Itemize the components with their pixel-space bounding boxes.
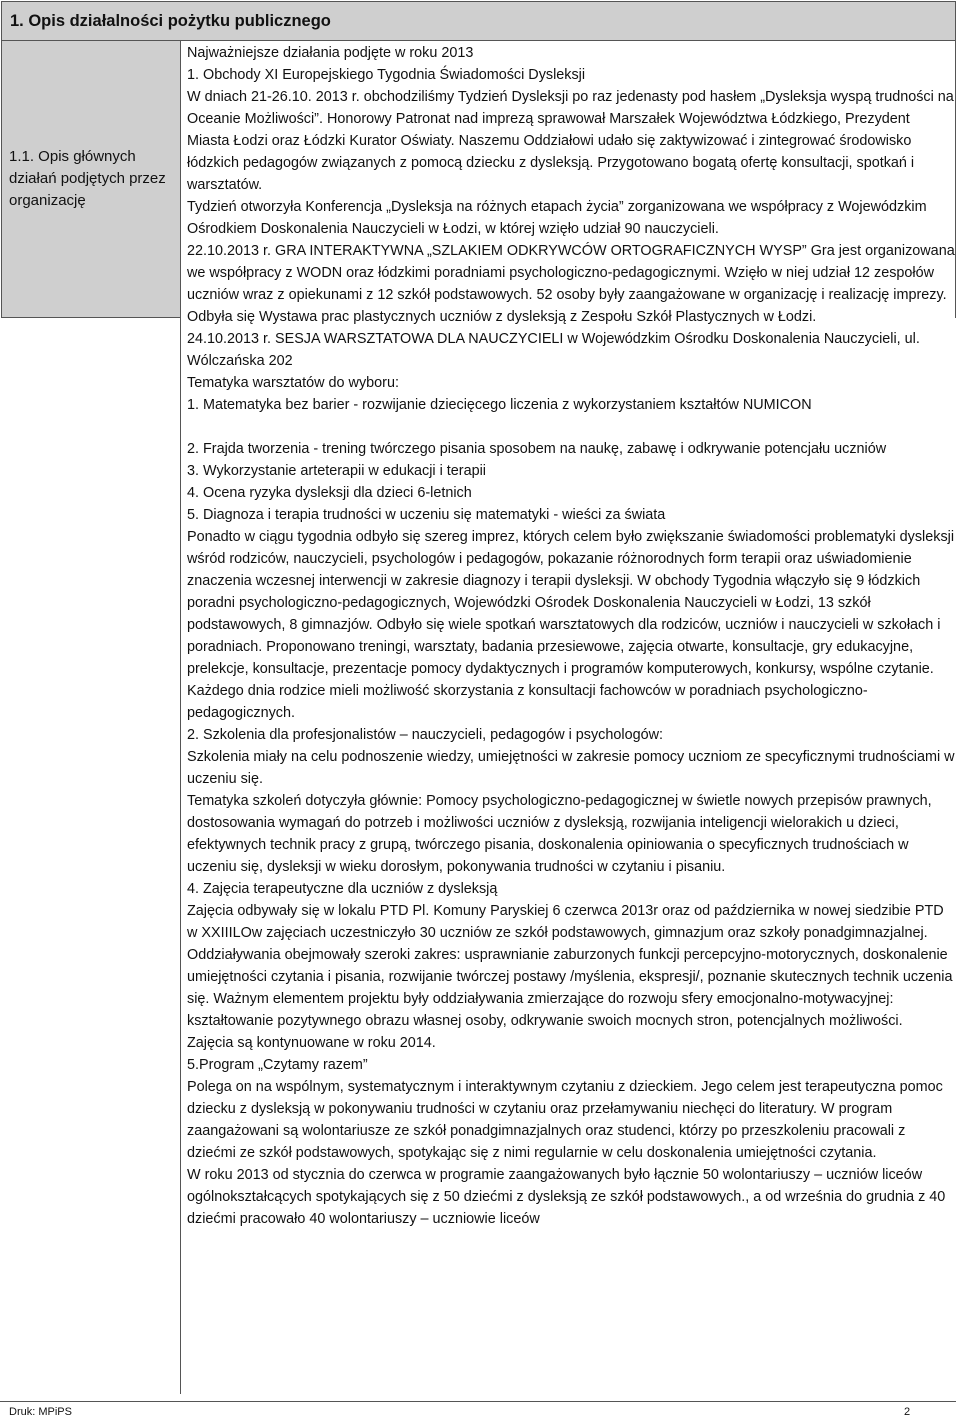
page-number: 2 bbox=[904, 1406, 911, 1418]
paragraph: Zajęcia odbywały się w lokalu PTD Pl. Komuny Paryskiej 6 czerwca 2013r oraz od października w nowej siedzibie PTD w XXIIILOw zajęciach uczestniczyło 30 uczniów ze szkół podstawowych, gimnazjum oraz szkoły ponadgimnazjalnej. Oddziaływania obejmowały szeroki zakres: usprawnianie zaburzonych funkcji percepcyjno-motorycznych, doskonalenie umiejętności czytania i pisania, rozwijanie twórczej postawy /myślenia, ekspresji/, poznanie skutecznych technik uczenia się. Ważnym elementem projektu były oddziaływania zmierzające do rozwoju sfery emocjonalno-motywacyjnej: kształtowanie pozytywnego obrazu własnej osoby, odkrywanie swoich mocnych stron, potencjalnych możliwości. bbox=[187, 903, 953, 1029]
paragraph: 22.10.2013 r. GRA INTERAKTYWNA „SZLAKIEM ODKRYWCÓW ORTOGRAFICZNYCH WYSP” Gra jest organizowana we współpracy z WODN oraz łódzkimi poradniami psychologiczno-pedagogicznymi. Wzięło w niej udział 12 zespołów uczniów wraz z opiekunami z 12 szkół podstawowych. 52 osoby były zaangażowane w organizację i realizację imprezy. bbox=[187, 243, 955, 303]
footer-print-label: Druk: MPiPS bbox=[9, 1406, 72, 1418]
paragraph: 5.Program „Czytamy razem” bbox=[187, 1057, 368, 1073]
side-label: 1.1. Opis głównych działań podjętych przez organizację bbox=[9, 148, 166, 209]
paragraph: 2. Szkolenia dla profesjonalistów – nauczycieli, pedagogów i psychologów: bbox=[187, 727, 663, 743]
paragraph: W roku 2013 od stycznia do czerwca w programie zaangażowanych było łącznie 50 wolontariuszy – uczniów liceów ogólnokształcących spotykających się z 50 dziećmi z dysleksją ze szkół podstawowych., a od września do grudnia z 40 dziećmi pracowało 40 wolontariuszy – uczniowie liceów bbox=[187, 1167, 946, 1227]
paragraph: Ponadto w ciągu tygodnia odbyło się szereg imprez, których celem było zwiększanie świadomości problematyki dysleksji wśród rodziców, nauczycieli, psychologów i pedagogów, pokazanie różnorodnych form terapii oraz uświadomienie znaczenia wczesnej interwencji w zakresie diagnozy i terapii dysleksji. W obchody Tygodnia włączyło się 9 łódzkich poradni psychologiczno-pedagogicznych, Wojewódzki Ośrodek Doskonalenia Nauczycieli w Łodzi, 13 szkół podstawowych, 8 gimnazjów. Odbyło się wiele spotkań warsztatowych dla rodziców, uczniów i nauczycieli w szkołach i poradniach. Proponowano treningi, warsztaty, badania przesiewowe, zajęcia otwarte, konsultacje, gry edukacyjne, prelekcje, konsultacje, prezentacje pomocy dydaktycznych i programów komputerowych, konkursy, wspólne czytanie. Każdego dnia rodzice mieli możliwość skorzystania z konsultacji fachowców w poradniach psychologiczno-pedagogicznych. bbox=[187, 529, 955, 721]
paragraph: Odbyła się Wystawa prac plastycznych uczniów z dysleksją z Zespołu Szkół Plastycznych w Łodzi. bbox=[187, 309, 817, 325]
paragraph: 3. Wykorzystanie arteterapii w edukacji i terapii bbox=[187, 463, 486, 479]
section-title: 1. Opis działalności pożytku publicznego bbox=[10, 12, 331, 30]
paragraph: 4. Ocena ryzyka dysleksji dla dzieci 6-letnich bbox=[187, 485, 472, 501]
paragraph: W dniach 21-26.10. 2013 r. obchodziliśmy Tydzień Dysleksji po raz jedenasty pod hasłem „Dysleksja wyspą trudności na Oceanie Możliwości”. Honorowy Patronat nad imprezą sprawował Marszałek Województwa Łódzkiego, Prezydent Miasta Łodzi oraz Łódzki Kurator Oświaty. Naszemu Oddziałowi udało się zaktywizować i zintegrować środowisko łódzkich pedagogów związanych z pomocą dziecku z dysleksją. Przygotowano bogatą ofertę konsultacji, spotkań i warsztatów. bbox=[187, 89, 954, 193]
footer-divider bbox=[0, 1401, 956, 1402]
column-divider bbox=[180, 318, 181, 1394]
content-body bbox=[187, 42, 955, 1230]
paragraph: Tematyka warsztatów do wyboru: bbox=[187, 375, 399, 391]
paragraph: Tydzień otworzyła Konferencja „Dysleksja na różnych etapach życia” zorganizowana we współpracy z Wojewódzkim Ośrodkiem Doskonalenia Nauczycieli w Łodzi, w której wzięło udział 90 nauczycieli. bbox=[187, 199, 927, 237]
paragraph: Zajęcia są kontynuowane w roku 2014. bbox=[187, 1035, 436, 1051]
spacer bbox=[187, 416, 955, 438]
paragraph: Najważniejsze działania podjęte w roku 2013 bbox=[187, 45, 474, 61]
paragraph: 2. Frajda tworzenia - trening twórczego pisania sposobem na naukę, zabawę i odkrywanie potencjału uczniów bbox=[187, 441, 887, 457]
paragraph: Szkolenia miały na celu podnoszenie wiedzy, umiejętności w zakresie pomocy uczniom ze specyficznymi trudnościami w uczeniu się. bbox=[187, 749, 955, 787]
paragraph: 24.10.2013 r. SESJA WARSZTATOWA DLA NAUCZYCIELI w Wojewódzkim Ośrodku Doskonalenia Nauczycieli, ul. Wólczańska 202 bbox=[187, 331, 920, 369]
paragraph: Tematyka szkoleń dotyczyła głównie: Pomocy psychologiczno-pedagogicznej w świetle nowych przepisów prawnych, dostosowania wymagań do potrzeb i możliwości uczniów z dysleksją, rozwijania inteligencji wielorakich u dzieci, efektywnych technik pracy z grupą, twórczego pisania, doskonalenia opiniowania o specyficznych trudnościach w uczeniu się, dysleksji w wieku dorosłym, pokonywania trudności w czytaniu i pisaniu. bbox=[187, 793, 932, 875]
paragraph: 1. Obchody XI Europejskiego Tygodnia Świadomości Dysleksji bbox=[187, 67, 586, 83]
paragraph: Polega on na wspólnym, systematycznym i interaktywnym czytaniu z dzieckiem. Jego celem jest terapeutyczna pomoc dziecku z dysleksją w pokonywaniu trudności w czytaniu oraz przełamywaniu niechęci do literatury. W program zaangażowani są wolontariusze ze szkół ponadgimnazjalnych oraz studenci, którzy po przeszkoleniu pracowali z dziećmi ze szkół podstawowych, spotykając się z nimi regularnie w celu doskonalenia umiejętności czytania. bbox=[187, 1079, 943, 1161]
side-label-cell bbox=[1, 41, 181, 318]
paragraph: 1. Matematyka bez barier - rozwijanie dziecięcego liczenia z wykorzystaniem kształtów NUMICON bbox=[187, 397, 812, 413]
paragraph: 5. Diagnoza i terapia trudności w uczeniu się matematyki - wieści za świata bbox=[187, 507, 666, 523]
section-header bbox=[1, 1, 956, 41]
paragraph: 4. Zajęcia terapeutyczne dla uczniów z dysleksją bbox=[187, 881, 498, 897]
